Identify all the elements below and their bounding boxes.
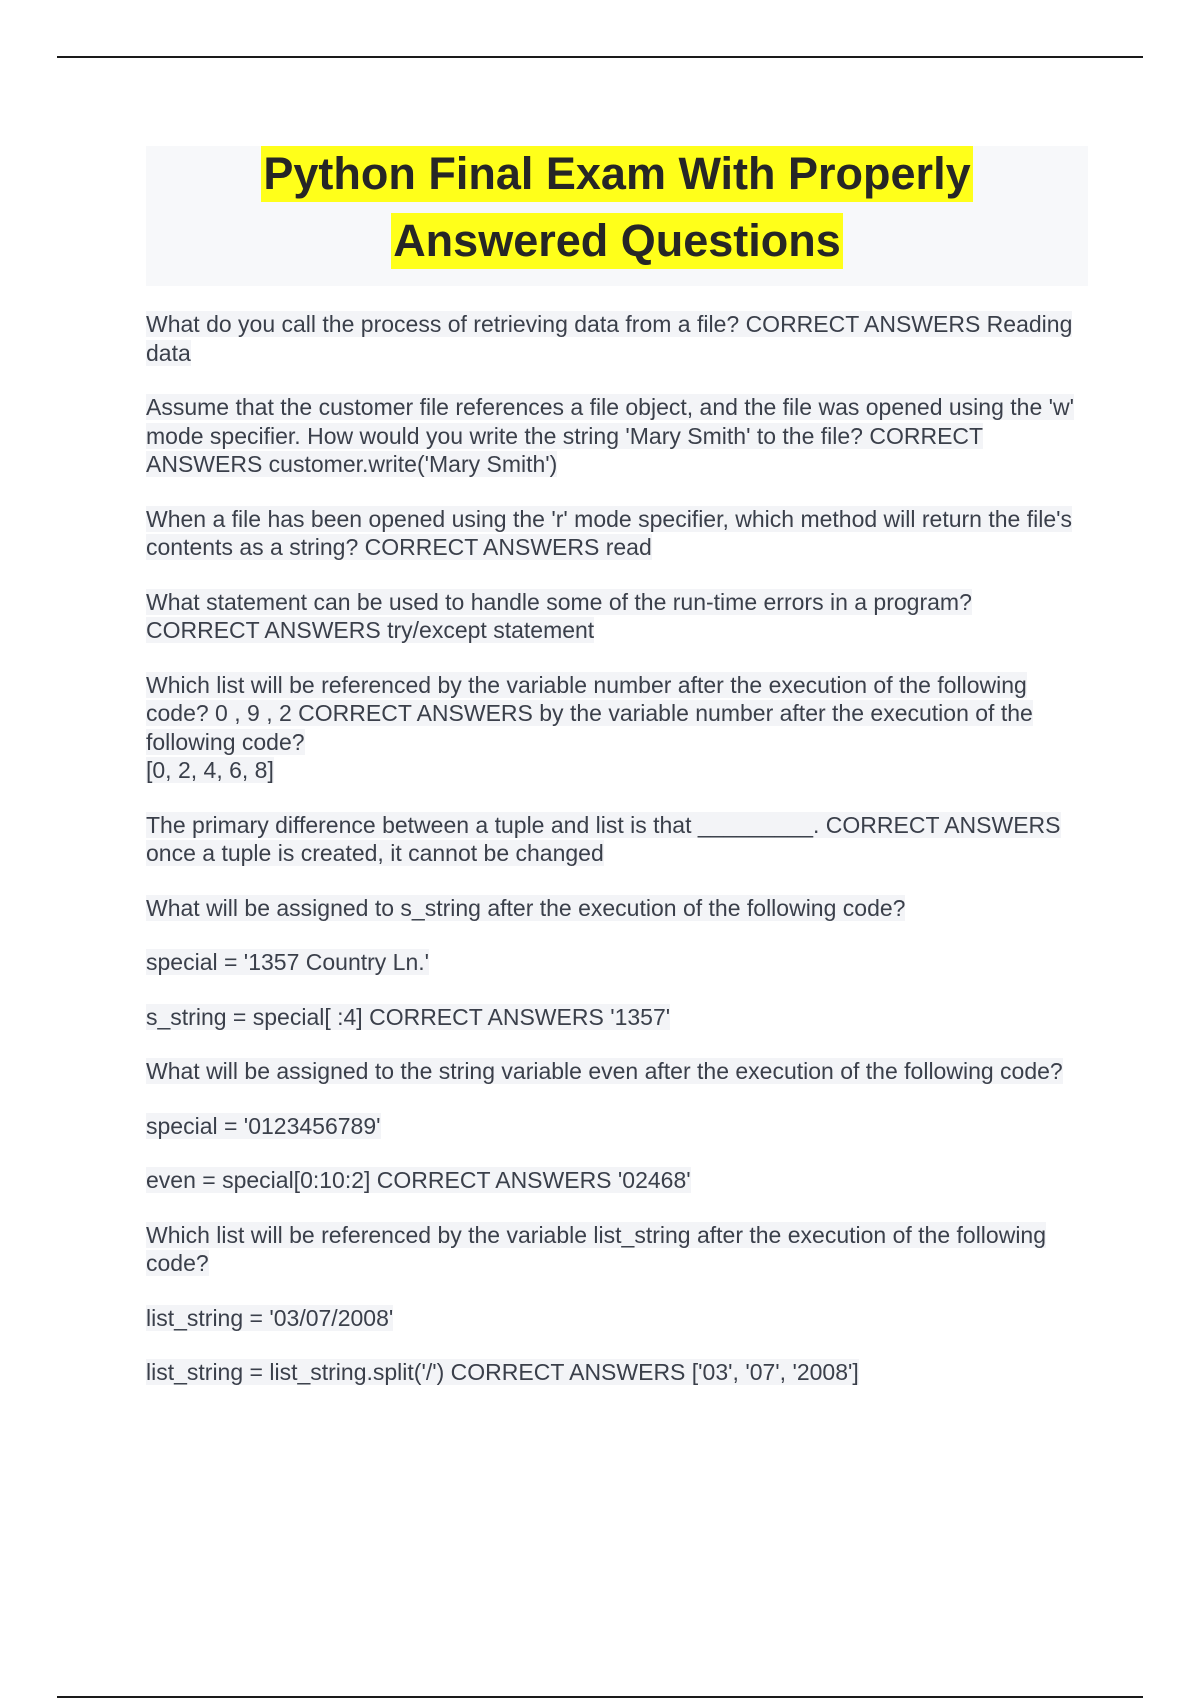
qa-paragraph-7 bbox=[146, 894, 1088, 923]
qa-text: Assume that the customer file references a file object, and the file was opened using the 'w' mode specifier. How would you write the string 'Mary Smith' to the file? CORRECT ANSWERS customer.write('Mary Smith') bbox=[146, 394, 1075, 477]
qa-paragraph-3 bbox=[146, 505, 1088, 562]
qa-paragraph-15 bbox=[146, 1358, 1088, 1387]
qa-paragraph-12 bbox=[146, 1166, 1088, 1195]
qa-text: What statement can be used to handle some of the run-time errors in a program? CORRECT ANSWERS try/except statement bbox=[146, 588, 972, 643]
qa-paragraph-11 bbox=[146, 1112, 1088, 1141]
qa-text: What do you call the process of retrieving data from a file? CORRECT ANSWERS Reading data bbox=[146, 311, 1073, 366]
qa-text: Which list will be referenced by the variable number after the execution of the following code? 0 , 9 , 2 CORRECT ANSWERS by the variable number after the execution of the following code? bbox=[146, 671, 1033, 755]
qa-text: special = '1357 Country Ln.' bbox=[146, 949, 430, 975]
qa-text: special = '0123456789' bbox=[146, 1112, 381, 1139]
qa-text: What will be assigned to the string variable even after the execution of the following code? bbox=[146, 1058, 1063, 1084]
top-rule bbox=[57, 56, 1143, 58]
qa-paragraph-8 bbox=[146, 948, 1088, 977]
qa-paragraph-10 bbox=[146, 1057, 1088, 1086]
qa-text: When a file has been opened using the 'r' mode specifier, which method will return the file's contents as a string? CORRECT ANSWERS read bbox=[146, 505, 1073, 560]
qa-paragraph-13 bbox=[146, 1221, 1088, 1278]
qa-paragraph-1 bbox=[146, 310, 1088, 367]
qa-paragraph-9 bbox=[146, 1003, 1088, 1032]
qa-paragraph-6 bbox=[146, 811, 1088, 868]
bottom-rule bbox=[57, 1696, 1143, 1698]
qa-text: Which list will be referenced by the variable list_string after the execution of the following code? bbox=[146, 1221, 1047, 1276]
qa-text: list_string = '03/07/2008' bbox=[146, 1304, 394, 1331]
title-line-1: Python Final Exam With Properly bbox=[261, 146, 972, 202]
qa-text: even = special[0:10:2] CORRECT ANSWERS '02468' bbox=[146, 1167, 691, 1193]
qa-text-answer-list: [0, 2, 4, 6, 8] bbox=[146, 757, 274, 783]
qa-paragraph-14 bbox=[146, 1304, 1088, 1333]
qa-text: list_string = list_string.split('/') CORRECT ANSWERS ['03', '07', '2008'] bbox=[146, 1359, 859, 1385]
title-line-2: Answered Questions bbox=[391, 213, 843, 269]
qa-paragraph-5 bbox=[146, 671, 1088, 785]
qa-text: The primary difference between a tuple and list is that _________. CORRECT ANSWERS once a tuple is created, it cannot be changed bbox=[146, 811, 1061, 866]
document-body bbox=[146, 146, 1088, 1413]
title-block bbox=[146, 146, 1088, 286]
qa-paragraph-4 bbox=[146, 588, 1088, 645]
qa-text: s_string = special[ :4] CORRECT ANSWERS '1357' bbox=[146, 1003, 671, 1030]
qa-paragraph-2 bbox=[146, 393, 1088, 479]
qa-text: What will be assigned to s_string after the execution of the following code? bbox=[146, 894, 906, 921]
